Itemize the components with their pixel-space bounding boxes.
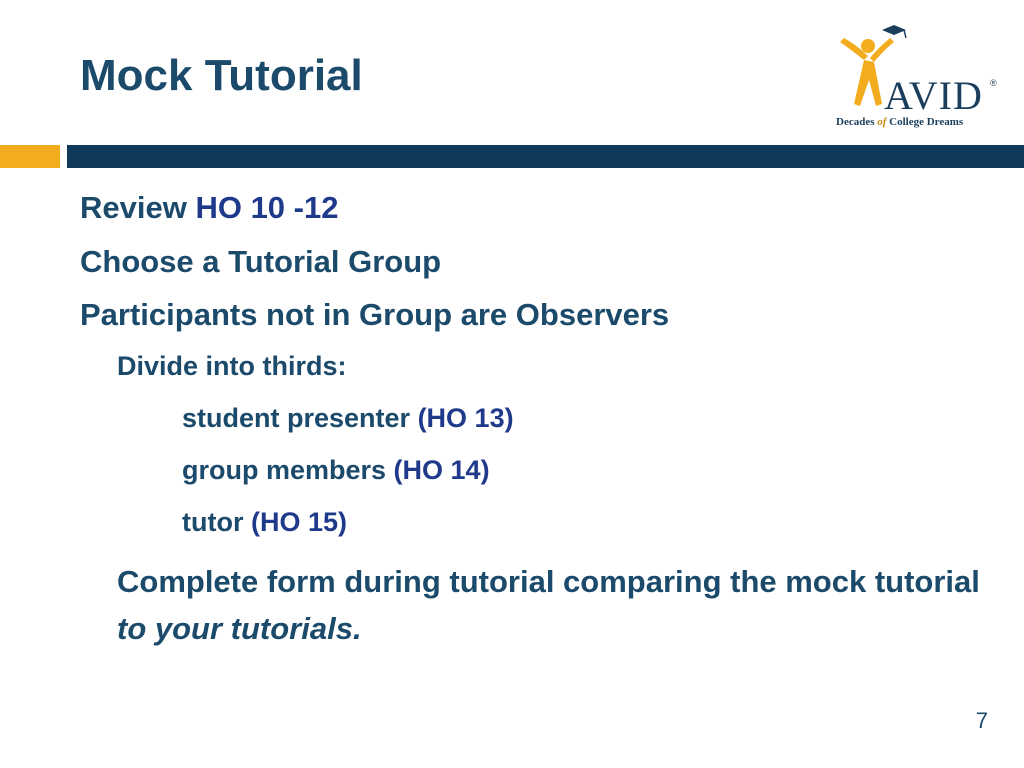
page-number: 7 (975, 708, 988, 733)
bullet-complete-form: Complete form during tutorial comparing the mock tutorial to your tutorials. (117, 564, 980, 646)
bullet-choose-group: Choose a Tutorial Group (80, 243, 442, 279)
logo-tagline: Decades of College Dreams (836, 116, 964, 128)
accent-bar-navy (67, 145, 1024, 168)
bullet-presenter: student presenter (HO 13) (182, 402, 514, 433)
bullet-members: group members (HO 14) (182, 455, 490, 486)
bullet-divide: Divide into thirds: (117, 350, 347, 381)
slide-title: Mock Tutorial (80, 51, 363, 100)
slide-body (80, 190, 980, 652)
accent-bar-gold (0, 145, 60, 168)
bullet-tutor: tutor (HO 15) (182, 507, 348, 538)
logo-wordmark: AVID (884, 73, 983, 118)
bullet-review: Review HO 10 -12 (80, 190, 339, 225)
bullet-participants: Participants not in Group are Observers (80, 297, 670, 333)
registered-mark: ® (990, 78, 997, 88)
avid-logo (832, 22, 1002, 132)
